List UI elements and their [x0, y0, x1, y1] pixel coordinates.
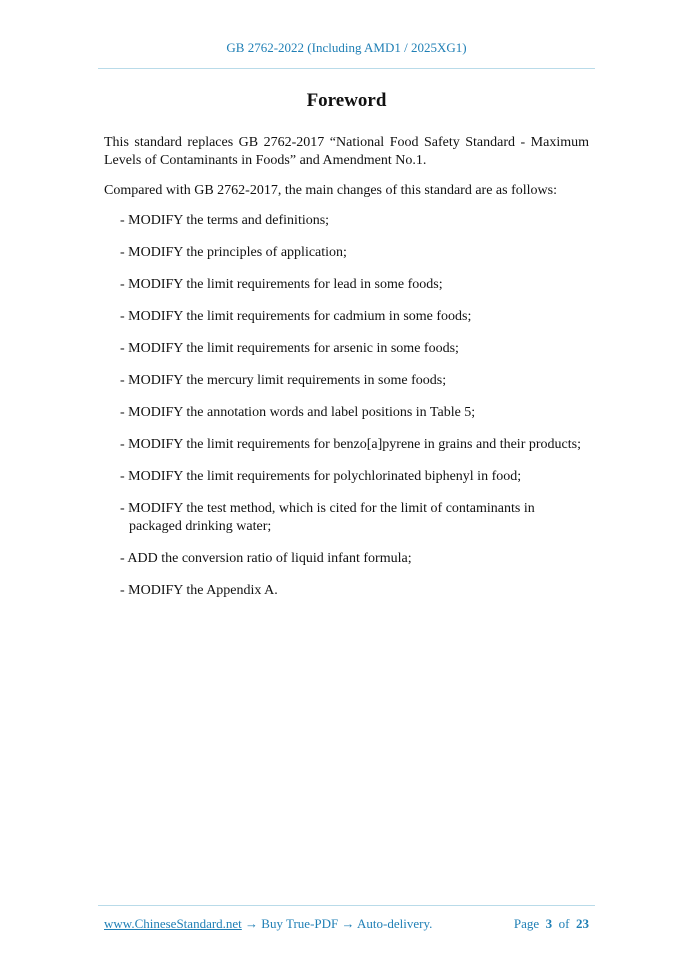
page-number: [514, 916, 589, 932]
running-header: GB 2762-2022 (Including AMD1 / 2025XG1): [226, 40, 467, 55]
list-item: [104, 550, 589, 568]
intro-paragraph: This standard replaces GB 2762-2017 “National Food Safety Standard - Maximum Levels of Contaminants in Foods” and Amendment No.1.: [104, 135, 589, 168]
document-body: [104, 134, 589, 614]
header-divider: [98, 68, 595, 69]
list-item-text: - ADD the conversion ratio of liquid infant formula;: [120, 551, 412, 566]
changes-intro-paragraph: Compared with GB 2762-2017, the main changes of this standard are as follows:: [104, 183, 557, 198]
list-item-text: - MODIFY the principles of application;: [120, 245, 347, 260]
list-item-text: - MODIFY the limit requirements for lead in some foods;: [120, 277, 443, 292]
page-total: 23: [576, 916, 589, 931]
website-link[interactable]: www.ChineseStandard.net: [104, 916, 242, 931]
page-current: 3: [545, 916, 553, 931]
list-item: [104, 436, 589, 454]
list-item: [104, 468, 589, 486]
list-item: [104, 308, 589, 326]
list-item-text: - MODIFY the limit requirements for benzo[a]pyrene in grains and their products;: [120, 437, 581, 452]
page-title: Foreword: [306, 90, 387, 111]
list-item-text: - MODIFY the terms and definitions;: [120, 213, 330, 228]
list-item-text: - MODIFY the limit requirements for arsenic in some foods;: [120, 341, 459, 356]
list-item-text: - MODIFY the limit requirements for polychlorinated biphenyl in food;: [120, 469, 522, 484]
changes-list: [104, 212, 589, 600]
list-item: [104, 340, 589, 358]
list-item: [104, 404, 589, 422]
list-item-text: - MODIFY the mercury limit requirements in some foods;: [120, 373, 447, 388]
footer-divider: [98, 905, 595, 906]
list-item: [104, 582, 589, 600]
list-item-text: - MODIFY the test method, which is cited for the limit of contaminants in packaged drinking water;: [120, 501, 535, 534]
list-item: [104, 212, 589, 230]
list-item: [104, 276, 589, 294]
footer-tagline: → Buy True-PDF → Auto-delivery.: [241, 916, 433, 931]
list-item: [104, 500, 589, 536]
page-label: Page: [513, 916, 540, 931]
of-label: of: [558, 916, 570, 931]
list-item-text: - MODIFY the Appendix A.: [120, 583, 278, 598]
list-item-text: - MODIFY the limit requirements for cadmium in some foods;: [120, 309, 472, 324]
list-item: [104, 244, 589, 262]
footer-promo: [104, 916, 432, 932]
list-item: [104, 372, 589, 390]
list-item-text: - MODIFY the annotation words and label positions in Table 5;: [120, 405, 476, 420]
